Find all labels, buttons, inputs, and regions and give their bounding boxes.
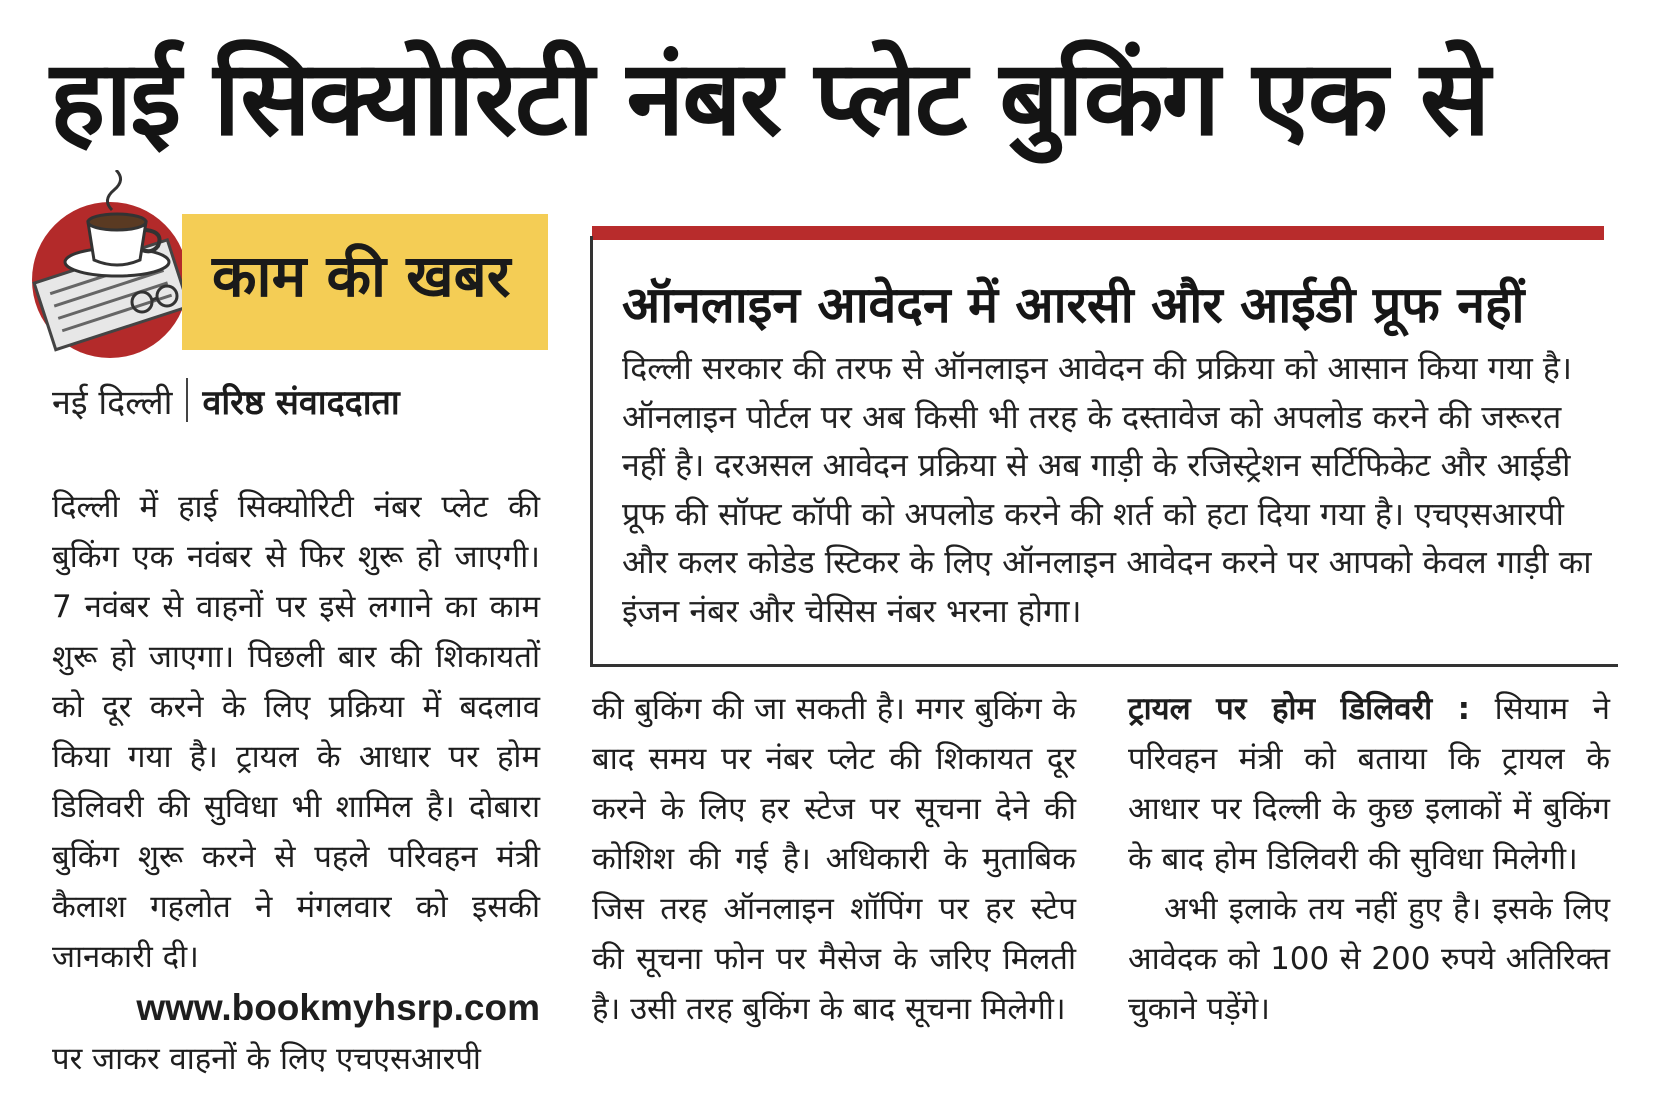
column-1-text: दिल्ली में हाई सिक्योरिटी नंबर प्लेट की बुकिंग एक नवंबर से फिर शुरू हो जाएगी। 7 नवंबर से वाहनों पर इसे लगाने का काम शुरू हो जाएगा। पिछली बार की शिकायतों को दूर करने के लिए प्रक्रिया में बदलाव किया गया है। ट्रायल के आधार पर होम डिलिवरी की सुविधा भी शामिल है। दोबारा बुकिंग शुरू करने से पहले परिवहन मंत्री कैलाश गहलोत ने मंगलवार को इसकी जानकारी दी। [52, 489, 540, 975]
info-box-body: दिल्ली सरकार की तरफ से ऑनलाइन आवेदन की प्रक्रिया को आसान किया गया है। ऑनलाइन पोर्टल पर अब किसी भी तरह के दस्तावेज को अपलोड करने की जरूरत नहीं है। दरअसल आवेदन प्रक्रिया से अब गाड़ी के रजिस्ट्रेशन सर्टिफिकेट और आईडी प्रूफ की सॉफ्ट कॉपी को अपलोड करने की शर्त को हटा दिया गया है। एचएसआरपी और कलर कोडेड स्टिकर के लिए ऑनलाइन आवेदन करने पर आपको केवल गाड़ी का इंजन नंबर और चेसिस नंबर भरना होगा। [622, 349, 1592, 630]
info-box-top-bar [592, 226, 1604, 240]
article-column-3 [1128, 684, 1610, 1034]
website-link[interactable]: www.bookmyhsrp.com [136, 987, 540, 1028]
article-column-2 [592, 684, 1076, 1034]
column-3-para-1: सियाम ने परिवहन मंत्री को बताया कि ट्रायल के आधार पर दिल्ली के कुछ इलाकों में बुकिंग के बाद होम डिलिवरी की सुविधा मिलेगी। [1128, 691, 1610, 877]
page-headline: हाई सिक्योरिटी नंबर प्लेट बुकिंग एक से [50, 37, 1489, 159]
info-box-left-rule [590, 236, 593, 666]
dateline-byline: वरिष्ठ संवाददाता [202, 383, 400, 423]
kicker-banner [182, 214, 548, 350]
column-1-continuation: पर जाकर वाहनों के लिए एचएसआरपी [52, 1041, 481, 1077]
column-2-text: की बुकिंग की जा सकती है। मगर बुकिंग के बाद समय पर नंबर प्लेट की शिकायत दूर करने के लिए हर स्टेज पर सूचना देने की कोशिश की गई है। अधिकारी के मुताबिक जिस तरह ऑनलाइन शॉपिंग पर हर स्टेप की सूचना फोन पर मैसेज के जरिए मिलती है। उसी तरह बुकिंग के बाद सूचना मिलेगी। [592, 691, 1076, 1027]
dateline [52, 378, 400, 428]
kicker-label: काम की खबर [212, 242, 511, 310]
column-3-para-2: अभी इलाके तय नहीं हुए है। इसके लिए आवेदक को 100 से 200 रुपये अतिरिक्त चुकाने पड़ेंगे। [1128, 891, 1610, 1027]
info-box-title: ऑनलाइन आवेदन में आरसी और आईडी प्रूफ नहीं [622, 276, 1525, 334]
coffee-cup-newspaper-icon [22, 170, 202, 360]
dateline-divider [186, 378, 188, 422]
info-box-bottom-rule [590, 664, 1618, 667]
article-column-1 [52, 482, 540, 1084]
column-3-subhead: ट्रायल पर होम डिलिवरी : [1128, 691, 1471, 727]
dateline-city: नई दिल्ली [52, 383, 173, 423]
